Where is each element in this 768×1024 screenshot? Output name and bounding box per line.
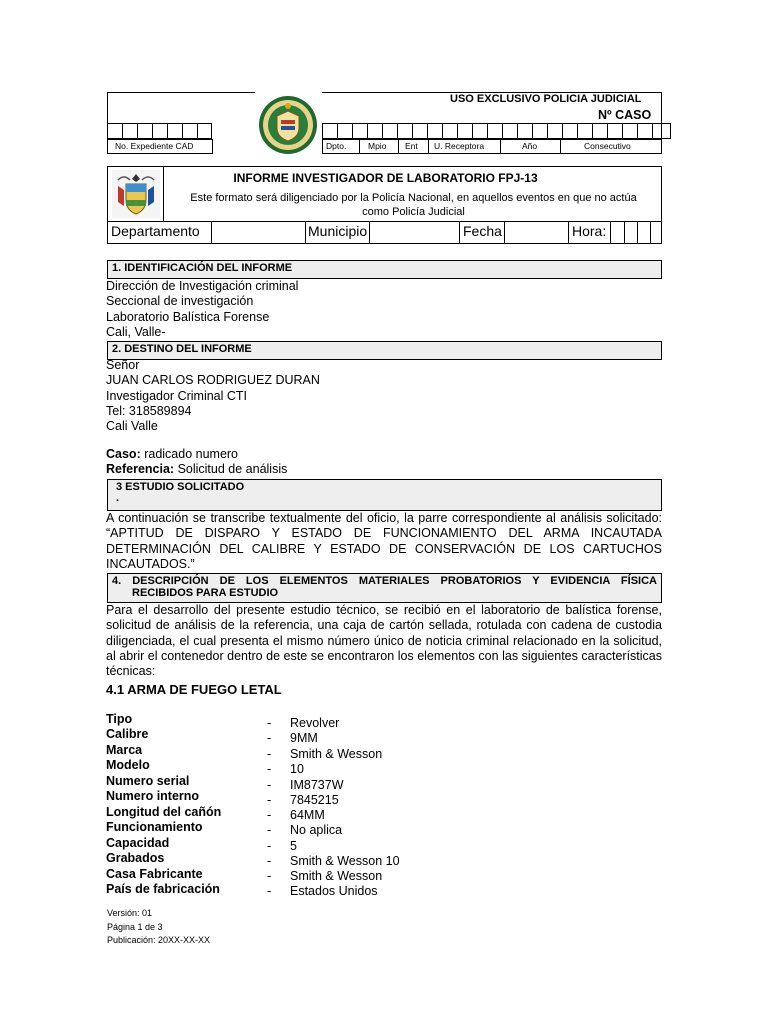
code-label-mpio: Mpio [368, 141, 387, 151]
caso-label: Caso: [106, 447, 141, 461]
section-2-body [106, 358, 320, 434]
referencia-value: Solicitud de análisis [174, 462, 288, 476]
footer-publicacion: Publicación: 20XX-XX-XX [107, 935, 211, 945]
spec-value: 7845215 [290, 793, 339, 807]
section-1-header: 1. IDENTIFICACIÓN DEL INFORME [107, 260, 662, 279]
spec-value: No aplica [290, 823, 343, 837]
text-line: Cali, Valle- [106, 324, 166, 339]
spec-value: 10 [290, 762, 304, 776]
section-3-dot: . [116, 492, 120, 504]
footer-pagina: Página 1 de 3 [107, 922, 163, 932]
text-line: Seccional de investigación [106, 294, 254, 309]
footer-version: Versión: 01 [107, 908, 153, 918]
spec-value: 9MM [290, 731, 318, 745]
report-title: INFORME INVESTIGADOR DE LABORATORIO FPJ-13 [233, 171, 538, 185]
uso-exclusivo: USO EXCLUSIVO POLICIA JUDICIAL [450, 93, 642, 105]
spec-dash: - [267, 884, 272, 898]
spec-dash: - [267, 747, 272, 761]
departamento-label: Departamento [111, 223, 200, 239]
spec-label: Calibre [106, 727, 149, 741]
subtitle-line-2: como Policía Judicial [362, 206, 465, 218]
spec-label: Longitud del cañón [106, 805, 222, 819]
text-line: Dirección de Investigación criminal [106, 279, 299, 293]
code-label-consecutivo: Consecutivo [584, 141, 631, 151]
spec-label: Modelo [106, 758, 150, 772]
spec-dash: - [267, 808, 272, 822]
municipio-label: Municipio [308, 223, 368, 239]
section-4-text: Para el desarrollo del presente estudio técnico, se recibió en el laboratorio de balística forense, solicitud de análisis de la referencia, una caja de cartón sellada, rotulada con cadena de custodia diligenciada, el cual presenta el mismo número único de noticia criminal relacionado en la solicitud, al abrir el contenedor dentro de este se encontraron los elementos con las siguientes características técnicas: [106, 603, 662, 679]
text-line: Tel: 318589894 [106, 403, 192, 418]
spec-dash: - [267, 854, 272, 868]
section-2-header: 2. DESTINO DEL INFORME [107, 341, 662, 360]
spec-label: Numero serial [106, 774, 190, 788]
spec-dash: - [267, 731, 272, 745]
spec-value: Smith & Wesson 10 [290, 854, 400, 868]
police-crest-logo [257, 94, 319, 156]
spec-label: Tipo [106, 712, 133, 726]
fecha-label: Fecha [463, 223, 502, 239]
code-label-u-receptora: U. Receptora [434, 141, 485, 151]
code-cells [322, 123, 671, 139]
spec-label: Marca [106, 743, 143, 757]
section-4-header [107, 573, 662, 603]
title-block [107, 166, 662, 244]
expediente-label: No. Expediente CAD [115, 141, 194, 151]
spec-dash: - [267, 716, 272, 730]
spec-label: Funcionamiento [106, 820, 203, 834]
text-line: Señor [106, 358, 140, 372]
referencia-label: Referencia: [106, 462, 175, 476]
spec-label: País de fabricación [106, 882, 220, 896]
code-label-dpto: Dpto. [326, 141, 347, 151]
spec-dash: - [267, 793, 272, 807]
spec-value: Revolver [290, 716, 340, 730]
spec-value: 64MM [290, 808, 325, 822]
spec-label: Grabados [106, 851, 165, 865]
text-line: Laboratorio Balística Forense [106, 309, 270, 324]
subheading-arma: 4.1 ARMA DE FUEGO LETAL [106, 682, 282, 697]
spec-label: Capacidad [106, 836, 170, 850]
hora-label: Hora: [572, 223, 607, 239]
spec-value: Smith & Wesson [290, 747, 383, 761]
spec-value: Estados Unidos [290, 884, 378, 898]
departamento-field[interactable] [212, 222, 305, 243]
caso-value: radicado numero [140, 447, 239, 461]
divider [107, 92, 255, 93]
referencia-line [106, 462, 287, 477]
section-4-title-line-2: RECIBIDOS PARA ESTUDIO [132, 587, 279, 599]
no-caso: Nº CASO [598, 108, 652, 122]
spec-label: Casa Fabricante [106, 867, 203, 881]
text-line: Investigador Criminal CTI [106, 388, 248, 403]
text-line: Cali Valle [106, 419, 158, 434]
spec-value: 5 [290, 839, 297, 853]
caso-line [106, 447, 238, 462]
section-3-title: 3 ESTUDIO SOLICITADO [116, 481, 245, 493]
municipio-field[interactable] [370, 222, 458, 243]
spec-label: Numero interno [106, 789, 200, 803]
fecha-field[interactable] [505, 222, 568, 243]
expediente-cells [107, 123, 212, 139]
code-label-ent: Ent [405, 141, 418, 151]
spec-dash: - [267, 839, 272, 853]
spec-value: Smith & Wesson [290, 869, 383, 883]
spec-dash: - [267, 762, 272, 776]
spec-value: IM8737W [290, 778, 344, 792]
code-label-ano: Año [522, 141, 538, 151]
section-1-body [106, 279, 298, 340]
text-line: JUAN CARLOS RODRIGUEZ DURAN [106, 373, 320, 388]
spec-dash: - [267, 823, 272, 837]
section-3-header [107, 479, 662, 511]
section-4-title-line-1: 4. DESCRIPCIÓN DE LOS ELEMENTOS MATERIALES PROBATORIOS Y EVIDENCIA FÍSICA [112, 575, 657, 587]
spec-dash: - [267, 869, 272, 883]
section-3-text: A continuación se transcribe textualmente del oficio, la parre correspondiente al análisis solicitado: “APTITUD DE DISPARO Y ESTADO DE FUNCIONAMIENTO DEL ARMA INCAUTADA DETERMINACIÓN DEL CALIBRE Y ESTADO DE CONSERVACIÓN DE LOS CARTUCHOS INCAUTADOS.” [106, 511, 662, 571]
spec-dash: - [267, 778, 272, 792]
subtitle-line-1: Este formato será diligenciado por la Policía Nacional, en aquellos eventos en que no actúa [190, 192, 637, 204]
